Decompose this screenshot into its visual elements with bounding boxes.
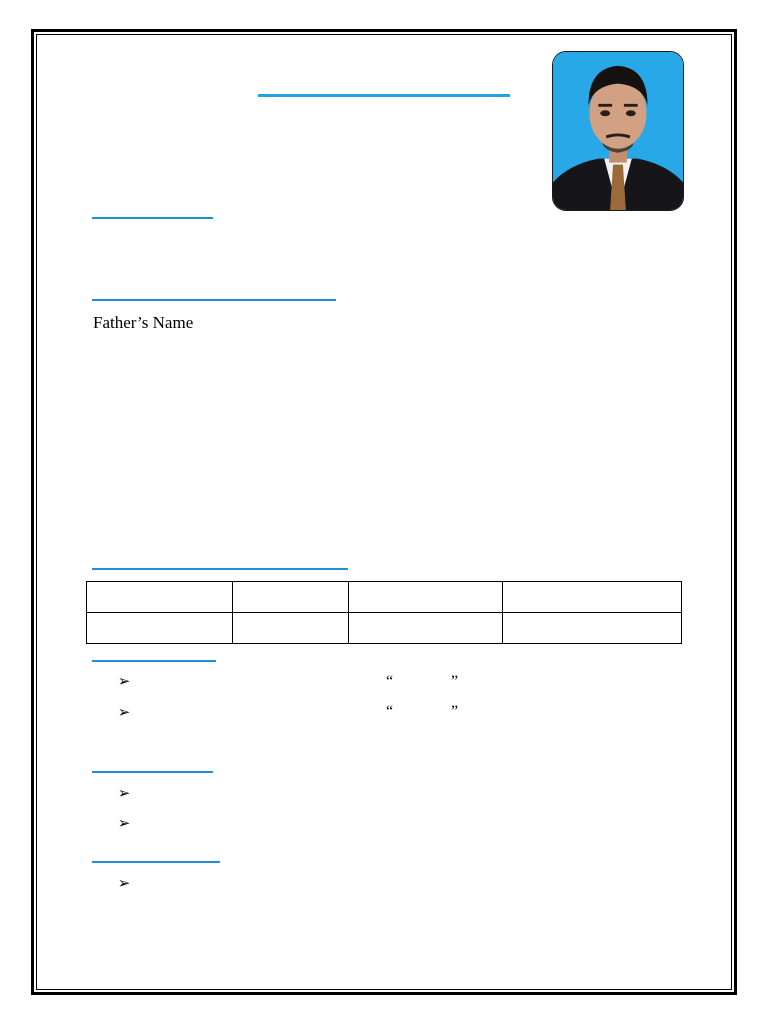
education-table [86,581,682,644]
section-heading-rule-a [92,660,216,662]
quote-close: ” [451,673,459,690]
arrowhead-bullet-icon: ➢ [117,816,131,832]
quote-close: ” [451,703,459,720]
table-cell [87,582,233,613]
section-heading-rule-1 [92,217,213,219]
section-heading-rule-education [92,568,348,570]
quote-open: “ [386,673,394,690]
table-cell [87,613,233,644]
arrowhead-bullet-icon: ➢ [117,705,131,721]
table-cell [503,582,682,613]
section-heading-rule-c [92,861,220,863]
table-cell [349,613,503,644]
table-cell [233,582,349,613]
table-row [87,613,682,644]
quote-open: “ [386,703,394,720]
profile-photo [552,51,684,211]
table-row [87,582,682,613]
profile-photo-image [553,52,683,210]
section-heading-rule-personal [92,299,336,301]
table-cell [349,582,503,613]
arrowhead-bullet-icon: ➢ [117,786,131,802]
title-underline [258,94,510,97]
arrowhead-bullet-icon: ➢ [117,876,131,892]
table-cell [503,613,682,644]
fathers-name-label: Father’s Name [93,313,194,332]
arrowhead-bullet-icon: ➢ [117,674,131,690]
table-cell [233,613,349,644]
section-heading-rule-b [92,771,213,773]
